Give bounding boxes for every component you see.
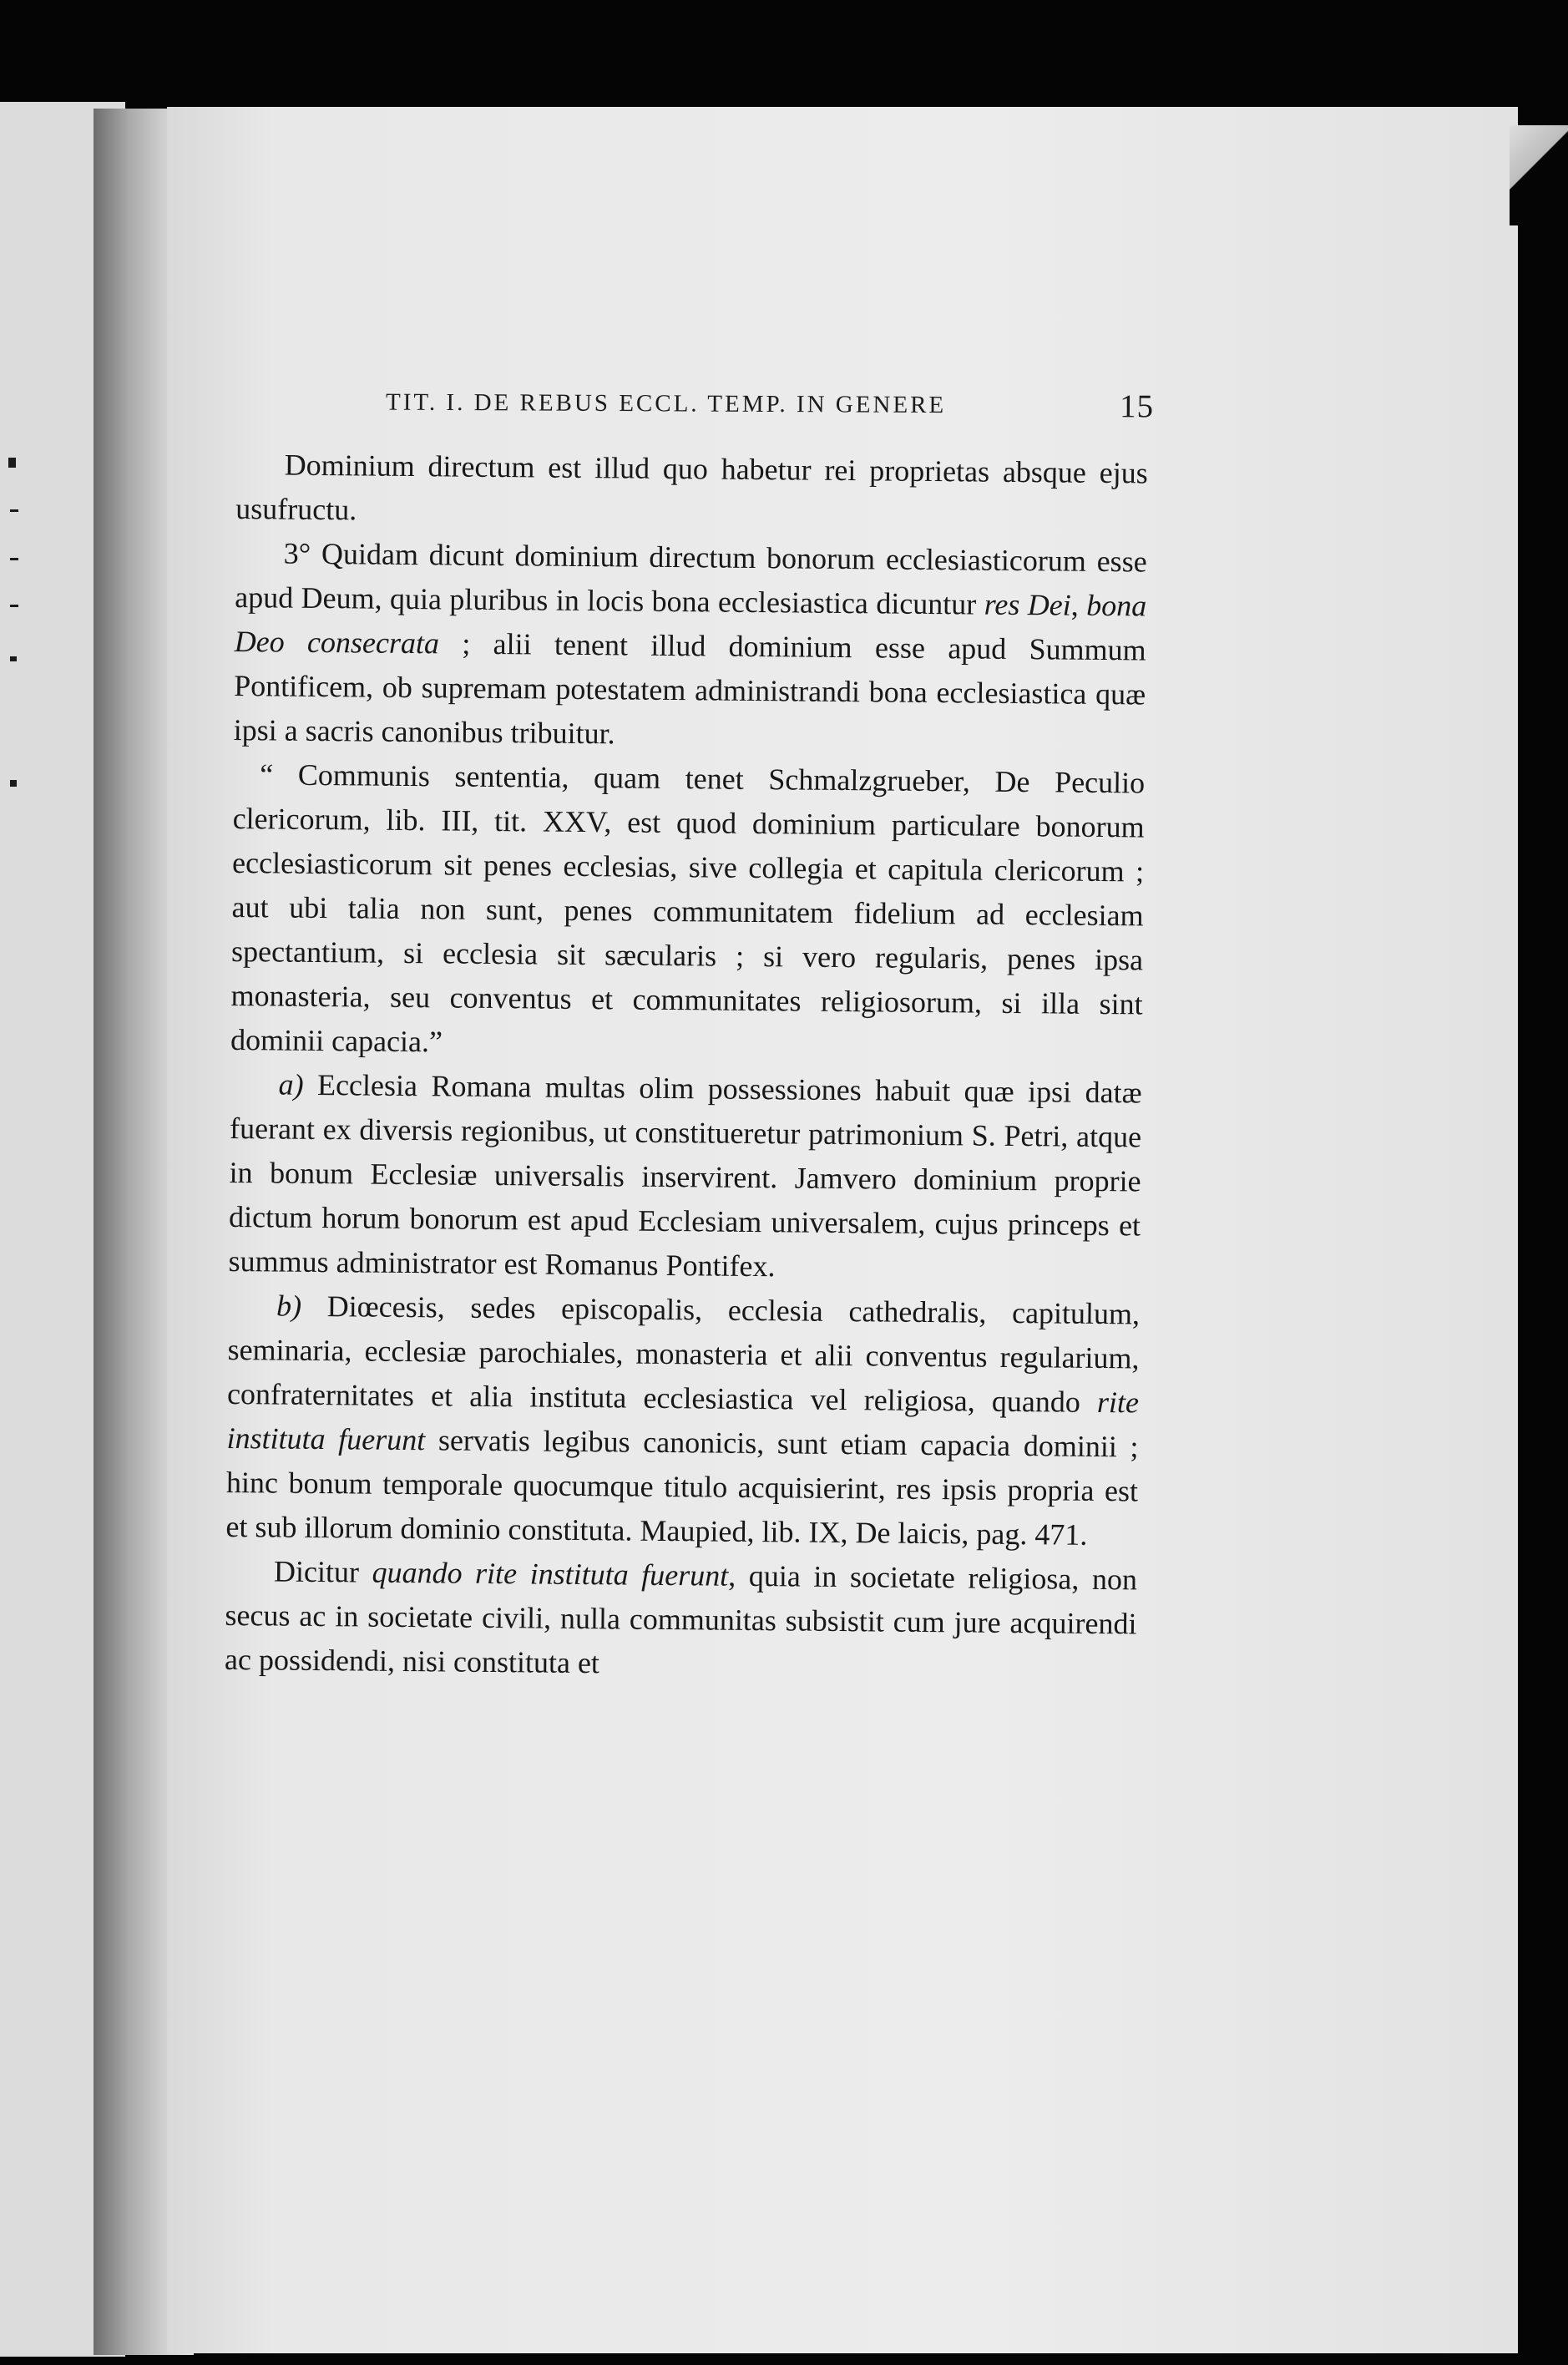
paragraph-text: 3° Quidam dicunt dominium directum bonorum ecclesiasticorum esse apud Deum, quia pluribus in locis bona ecclesiastica dicuntur xyxy=(235,536,1147,621)
page-number: 15 xyxy=(1119,388,1155,425)
margin-mark xyxy=(10,605,18,607)
body-text xyxy=(225,443,1148,1690)
paragraph-text: “ Communis sententia, quam tenet Schmalzgrueber, De Peculio clericorum, lib. III, tit. XXV, est quod dominium particulare bonorum ecclesiasticorum sit penes ecclesias, sive collegia et capitula clericorum ; aut ubi talia non sunt, penes communitatem fidelium ad ecclesiam spectantium, si ecclesia sit sæcularis ; si vero regularis, penes ipsa monasteria, seu conventus et communitates religiosorum, si illa sint dominii capacia.” xyxy=(230,757,1146,1059)
paragraph-text: , xyxy=(1070,588,1087,622)
italic-phrase: rite instituta fuerunt xyxy=(226,1385,1140,1457)
section-label: b) xyxy=(276,1289,302,1323)
paragraph-text: Diœcesis, sedes episcopalis, ecclesia cathedralis, capitulum, seminaria, ecclesiæ parochiales, monasteria et alii conventus regularium, confraternitates et alia instituta ecclesiastica vel religiosa, quando xyxy=(226,1289,1141,1419)
paragraph-text: Dominium directum est illud quo habetur rei proprietas absque ejus usufructu. xyxy=(235,448,1148,527)
paragraph xyxy=(225,1284,1140,1557)
margin-mark xyxy=(8,458,16,468)
italic-phrase: bona Deo consecrata xyxy=(234,588,1147,661)
section-label: a) xyxy=(278,1067,304,1101)
italic-phrase: quando rite instituta fuerunt xyxy=(372,1555,729,1593)
page-corner xyxy=(1510,125,1568,225)
paragraph-text: Ecclesia Romana multas olim possessiones habuit quæ ipsi datæ fuerant ex diversis regionibus, ut constitueretur patrimonium S. Petri, atque in bonum Ecclesiæ universalis inservirent. Jamvero dominium proprie dictum horum bonorum est apud Ecclesiam universalem, cujus princeps et summus administrator est Romanus Pontifex. xyxy=(228,1067,1142,1284)
paragraph xyxy=(228,1062,1141,1292)
paragraph xyxy=(225,1549,1137,1690)
margin-mark xyxy=(10,509,18,512)
paragraph-text: servatis legibus canonicis, sunt etiam capacia dominii ; hinc bonum temporale quocumque titulo acquisierint, res ipsis propria est et sub illorum dominio constituta. Maupied, lib. IX, De laicis, pag. 471. xyxy=(225,1423,1139,1552)
paragraph-text: Dicitur xyxy=(273,1554,372,1589)
paragraph xyxy=(230,752,1146,1071)
running-title: TIT. I. DE REBUS ECCL. TEMP. IN GENERE xyxy=(385,388,947,419)
paragraph-text: ; alii tenent illud dominium esse apud Summum Pontificem, ob supremam potestatem administrandi bona ecclesiastica quæ ipsi a sacris canonibus tribuitur. xyxy=(233,626,1146,751)
margin-mark xyxy=(10,780,17,787)
margin-mark xyxy=(10,558,18,560)
margin-mark xyxy=(10,656,17,661)
running-header xyxy=(386,384,1154,430)
paragraph xyxy=(233,531,1146,761)
paragraph xyxy=(235,443,1148,539)
italic-phrase: res Dei xyxy=(984,587,1071,622)
paragraph-text: , quia in societate religiosa, non secus ac in societate civili, nulla communitas subsistit cum jure acquirendi ac possidendi, nisi constituta et xyxy=(224,1558,1138,1680)
